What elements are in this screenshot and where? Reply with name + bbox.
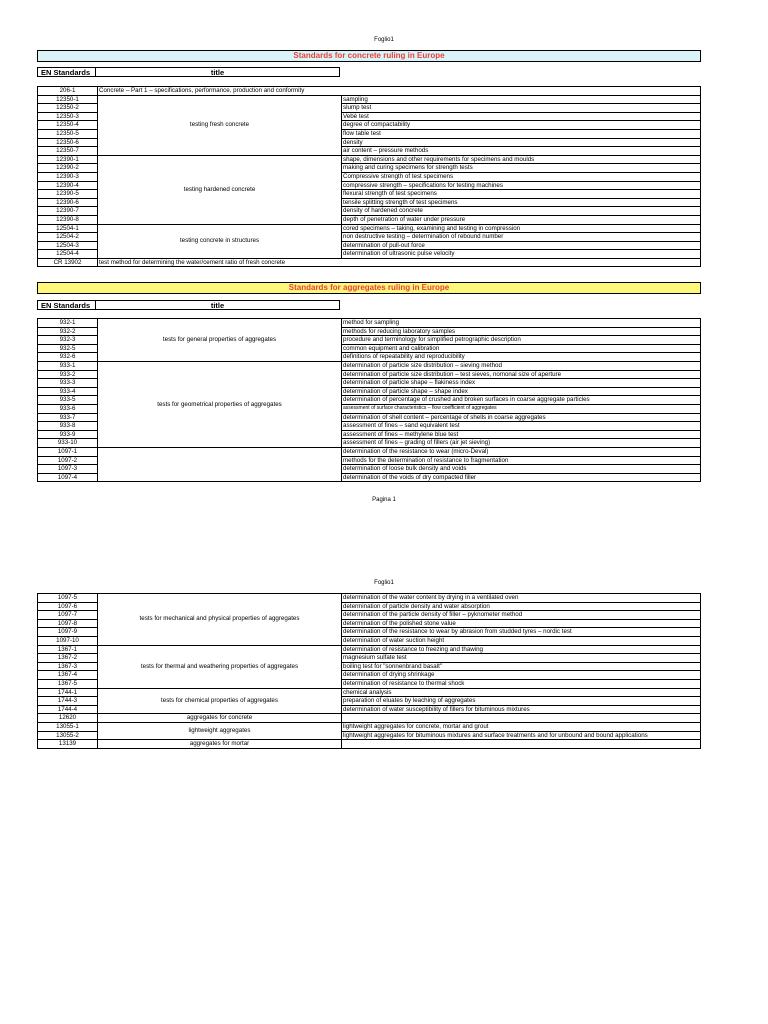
standard-code: 12390-6 — [38, 198, 98, 207]
group-title: testing concrete in structures — [98, 224, 342, 258]
standard-code: 1097-3 — [38, 465, 98, 474]
column-header-en-standards: EN Standards — [37, 300, 96, 310]
standard-code: 1097-5 — [38, 594, 98, 603]
standard-description: preparation of eluates by leaching of aggregates — [342, 697, 701, 706]
group-title: tests for chemical properties of aggregates — [98, 688, 342, 714]
standard-code: 1097-1 — [38, 447, 98, 456]
standard-code: 12504-1 — [38, 224, 98, 233]
standard-code: 933-5 — [38, 396, 98, 405]
table-row — [38, 594, 701, 603]
standard-description: assessment of fines – sand equivalent test — [342, 422, 701, 431]
table-row — [38, 258, 701, 267]
group-title: tests for mechanical and physical properties of aggregates — [98, 594, 342, 646]
standard-description: shape, dimensions and other requirements for specimens and moulds — [342, 155, 701, 164]
standard-code: 13055-1 — [38, 722, 98, 731]
standard-description: determination of particle shape – shape index — [342, 387, 701, 396]
column-header-title: title — [96, 300, 340, 310]
standard-description — [342, 740, 701, 749]
group-title: tests for geometrical properties of aggregates — [98, 361, 342, 447]
standard-code: 13055-2 — [38, 731, 98, 740]
group-title: tests for thermal and weathering properties of aggregates — [98, 645, 342, 688]
table-row — [38, 714, 701, 723]
table-row — [38, 95, 701, 104]
concrete-standards-table — [37, 86, 701, 267]
standard-code: 12350-5 — [38, 129, 98, 138]
standard-code: 1097-8 — [38, 619, 98, 628]
standard-description: tensile splitting strength of test specimens — [342, 198, 701, 207]
aggregates-standards-table-continued — [37, 593, 701, 749]
standard-description: flexural strength of test specimens — [342, 190, 701, 199]
standard-description: making and curing specimens for strength tests — [342, 164, 701, 173]
table-row — [38, 740, 701, 749]
standard-code: 1744-1 — [38, 688, 98, 697]
standard-description: determination of percentage of crushed and broken surfaces in coarse aggregate particles — [342, 396, 701, 405]
standard-description: methods for the determination of resistance to fragmentation — [342, 456, 701, 465]
standard-description: cored specimens – taking, examining and testing in compression — [342, 224, 701, 233]
standard-description: determination of water susceptibility of fillers for bituminous mixtures — [342, 705, 701, 714]
standard-description: determination of resistance to freezing and thawing — [342, 645, 701, 654]
table-row — [38, 722, 701, 731]
standard-code: 932-2 — [38, 327, 98, 336]
standard-description: determination of the particle density of filler – pyknometer method — [342, 611, 701, 620]
table-row — [38, 688, 701, 697]
table-row — [38, 87, 701, 96]
standard-code: 13139 — [38, 740, 98, 749]
standard-description: common equipment and calibration — [342, 344, 701, 353]
section-banner-aggregates: Standards for aggregates ruling in Europe — [37, 282, 701, 294]
standard-description: boiling test for "sonnenbrand basalt" — [342, 662, 701, 671]
standard-code: 933-9 — [38, 430, 98, 439]
page-footer: Pagina 1 — [372, 497, 396, 503]
standard-code: 12504-2 — [38, 233, 98, 242]
sheet-label: Foglio1 — [374, 37, 394, 43]
standard-code: 1744-4 — [38, 705, 98, 714]
standard-code: 933-7 — [38, 413, 98, 422]
standard-code: 1367-2 — [38, 654, 98, 663]
standard-description: procedure and terminology for simplified petrographic description — [342, 336, 701, 345]
aggregates-standards-table — [37, 318, 701, 482]
sheet-label: Foglio1 — [374, 580, 394, 586]
standard-code: CR 13902 — [38, 258, 98, 267]
standard-code: 933-1 — [38, 361, 98, 370]
standard-title: Concrete – Part 1 – specifications, performance, production and conformity — [98, 87, 701, 96]
standard-description: method for sampling — [342, 319, 701, 328]
standard-code: 1367-4 — [38, 671, 98, 680]
standard-code: 1097-7 — [38, 611, 98, 620]
standard-code: 932-5 — [38, 344, 98, 353]
standard-description: depth of penetration of water under pressure — [342, 215, 701, 224]
table-row — [38, 224, 701, 233]
standard-code: 12390-8 — [38, 215, 98, 224]
standard-code: 933-4 — [38, 387, 98, 396]
standard-code: 1367-1 — [38, 645, 98, 654]
standard-title: test method for determining the water/cement ratio of fresh concrete — [98, 258, 701, 267]
standard-description: determination of the resistance to wear (micro-Deval) — [342, 447, 701, 456]
standard-code: 933-3 — [38, 379, 98, 388]
standard-description: slump test — [342, 104, 701, 113]
standard-description: assessment of fines – grading of fillers (air jet sieving) — [342, 439, 701, 448]
standard-description: determination of pull-out force — [342, 241, 701, 250]
table-row — [38, 361, 701, 370]
standard-description: Compressive strength of test specimens — [342, 172, 701, 181]
standard-code: 933-8 — [38, 422, 98, 431]
standard-description: determination of drying shrinkage — [342, 671, 701, 680]
standard-description — [342, 714, 701, 723]
standard-code: 1097-4 — [38, 473, 98, 482]
standard-description: determination of resistance to thermal shock — [342, 679, 701, 688]
standard-code: 12390-5 — [38, 190, 98, 199]
standard-description: determination of the resistance to wear by abrasion from studded tyres – nordic test — [342, 628, 701, 637]
standard-description: magnesium sulfate test — [342, 654, 701, 663]
standard-code: 1367-3 — [38, 662, 98, 671]
standard-description: assessment of fines – methylene blue test — [342, 430, 701, 439]
standard-description: flow table test — [342, 129, 701, 138]
standard-description: determination of water suction height — [342, 636, 701, 645]
standard-code: 12350-2 — [38, 104, 98, 113]
standard-description: methods for reducing laboratory samples — [342, 327, 701, 336]
standard-code: 932-3 — [38, 336, 98, 345]
standard-code: 12390-7 — [38, 207, 98, 216]
group-title: tests for general properties of aggregates — [98, 319, 342, 362]
standard-code: 12350-6 — [38, 138, 98, 147]
standard-code: 1097-6 — [38, 602, 98, 611]
standard-description: determination of loose bulk density and voids — [342, 465, 701, 474]
standard-code: 932-1 — [38, 319, 98, 328]
table-row — [38, 155, 701, 164]
standard-description: density of hardened concrete — [342, 207, 701, 216]
standard-code: 12350-3 — [38, 112, 98, 121]
standard-code: 12350-4 — [38, 121, 98, 130]
standard-code: 12504-3 — [38, 241, 98, 250]
table-row — [38, 645, 701, 654]
section-banner-concrete: Standards for concrete ruling in Europe — [37, 50, 701, 62]
table-row — [38, 319, 701, 328]
standard-code: 12390-4 — [38, 181, 98, 190]
standard-code: 206-1 — [38, 87, 98, 96]
column-header-title: title — [96, 67, 340, 77]
standard-description: degree of compactability — [342, 121, 701, 130]
standard-description: lightweight aggregates for bituminous mixtures and surface treatments and for unbound and bound applications — [342, 731, 701, 740]
standard-code: 12390-3 — [38, 172, 98, 181]
standard-description: compressive strength – specifications for testing machines — [342, 181, 701, 190]
column-header-en-standards: EN Standards — [37, 67, 96, 77]
standard-description: determination of particle size distribution – sieving method — [342, 361, 701, 370]
standard-code: 12620 — [38, 714, 98, 723]
standard-description: density — [342, 138, 701, 147]
standard-code: 1097-9 — [38, 628, 98, 637]
standard-description: determination of the polished stone value — [342, 619, 701, 628]
standard-description: lightweight aggregates for concrete, mortar and grout — [342, 722, 701, 731]
standard-description: Vebè test — [342, 112, 701, 121]
group-title: testing hardened concrete — [98, 155, 342, 224]
group-title: testing fresh concrete — [98, 95, 342, 155]
standard-code: 933-10 — [38, 439, 98, 448]
standard-description: chemical analysis — [342, 688, 701, 697]
standard-description: determination of the voids of dry compacted filler — [342, 473, 701, 482]
standard-code: 932-6 — [38, 353, 98, 362]
standard-code: 1744-3 — [38, 697, 98, 706]
standard-description: non destructive testing – determination of rebound number — [342, 233, 701, 242]
standard-code: 933-6 — [38, 404, 98, 413]
group-title — [98, 447, 342, 481]
standard-description: assessment of surface characteristics – flow coefficient of aggregates — [342, 404, 701, 413]
standard-code: 1097-10 — [38, 636, 98, 645]
standard-code: 12350-1 — [38, 95, 98, 104]
standard-description: determination of ultrasonic pulse velocity — [342, 250, 701, 259]
standard-code: 1097-2 — [38, 456, 98, 465]
standard-description: air content – pressure methods — [342, 147, 701, 156]
standard-code: 933-2 — [38, 370, 98, 379]
table-row — [38, 447, 701, 456]
standard-description: determination of particle size distribution – test sieves, nomonal size of aperture — [342, 370, 701, 379]
standard-description: determination of particle density and water absorption — [342, 602, 701, 611]
group-title: lightweight aggregates — [98, 722, 342, 739]
standard-description: sampling — [342, 95, 701, 104]
standard-description: determination of particle shape – flakiness index — [342, 379, 701, 388]
standard-code: 1367-5 — [38, 679, 98, 688]
standard-code: 12390-2 — [38, 164, 98, 173]
standard-description: definitions of repeatability and reproducibility — [342, 353, 701, 362]
standard-code: 12390-1 — [38, 155, 98, 164]
standard-description: determination of shell content – percentage of shells in coarse aggregates — [342, 413, 701, 422]
group-title: aggregates for concrete — [98, 714, 342, 723]
standard-description: determination of the water content by drying in a ventilated oven — [342, 594, 701, 603]
standard-code: 12504-4 — [38, 250, 98, 259]
group-title: aggregates for mortar — [98, 740, 342, 749]
standard-code: 12350-7 — [38, 147, 98, 156]
